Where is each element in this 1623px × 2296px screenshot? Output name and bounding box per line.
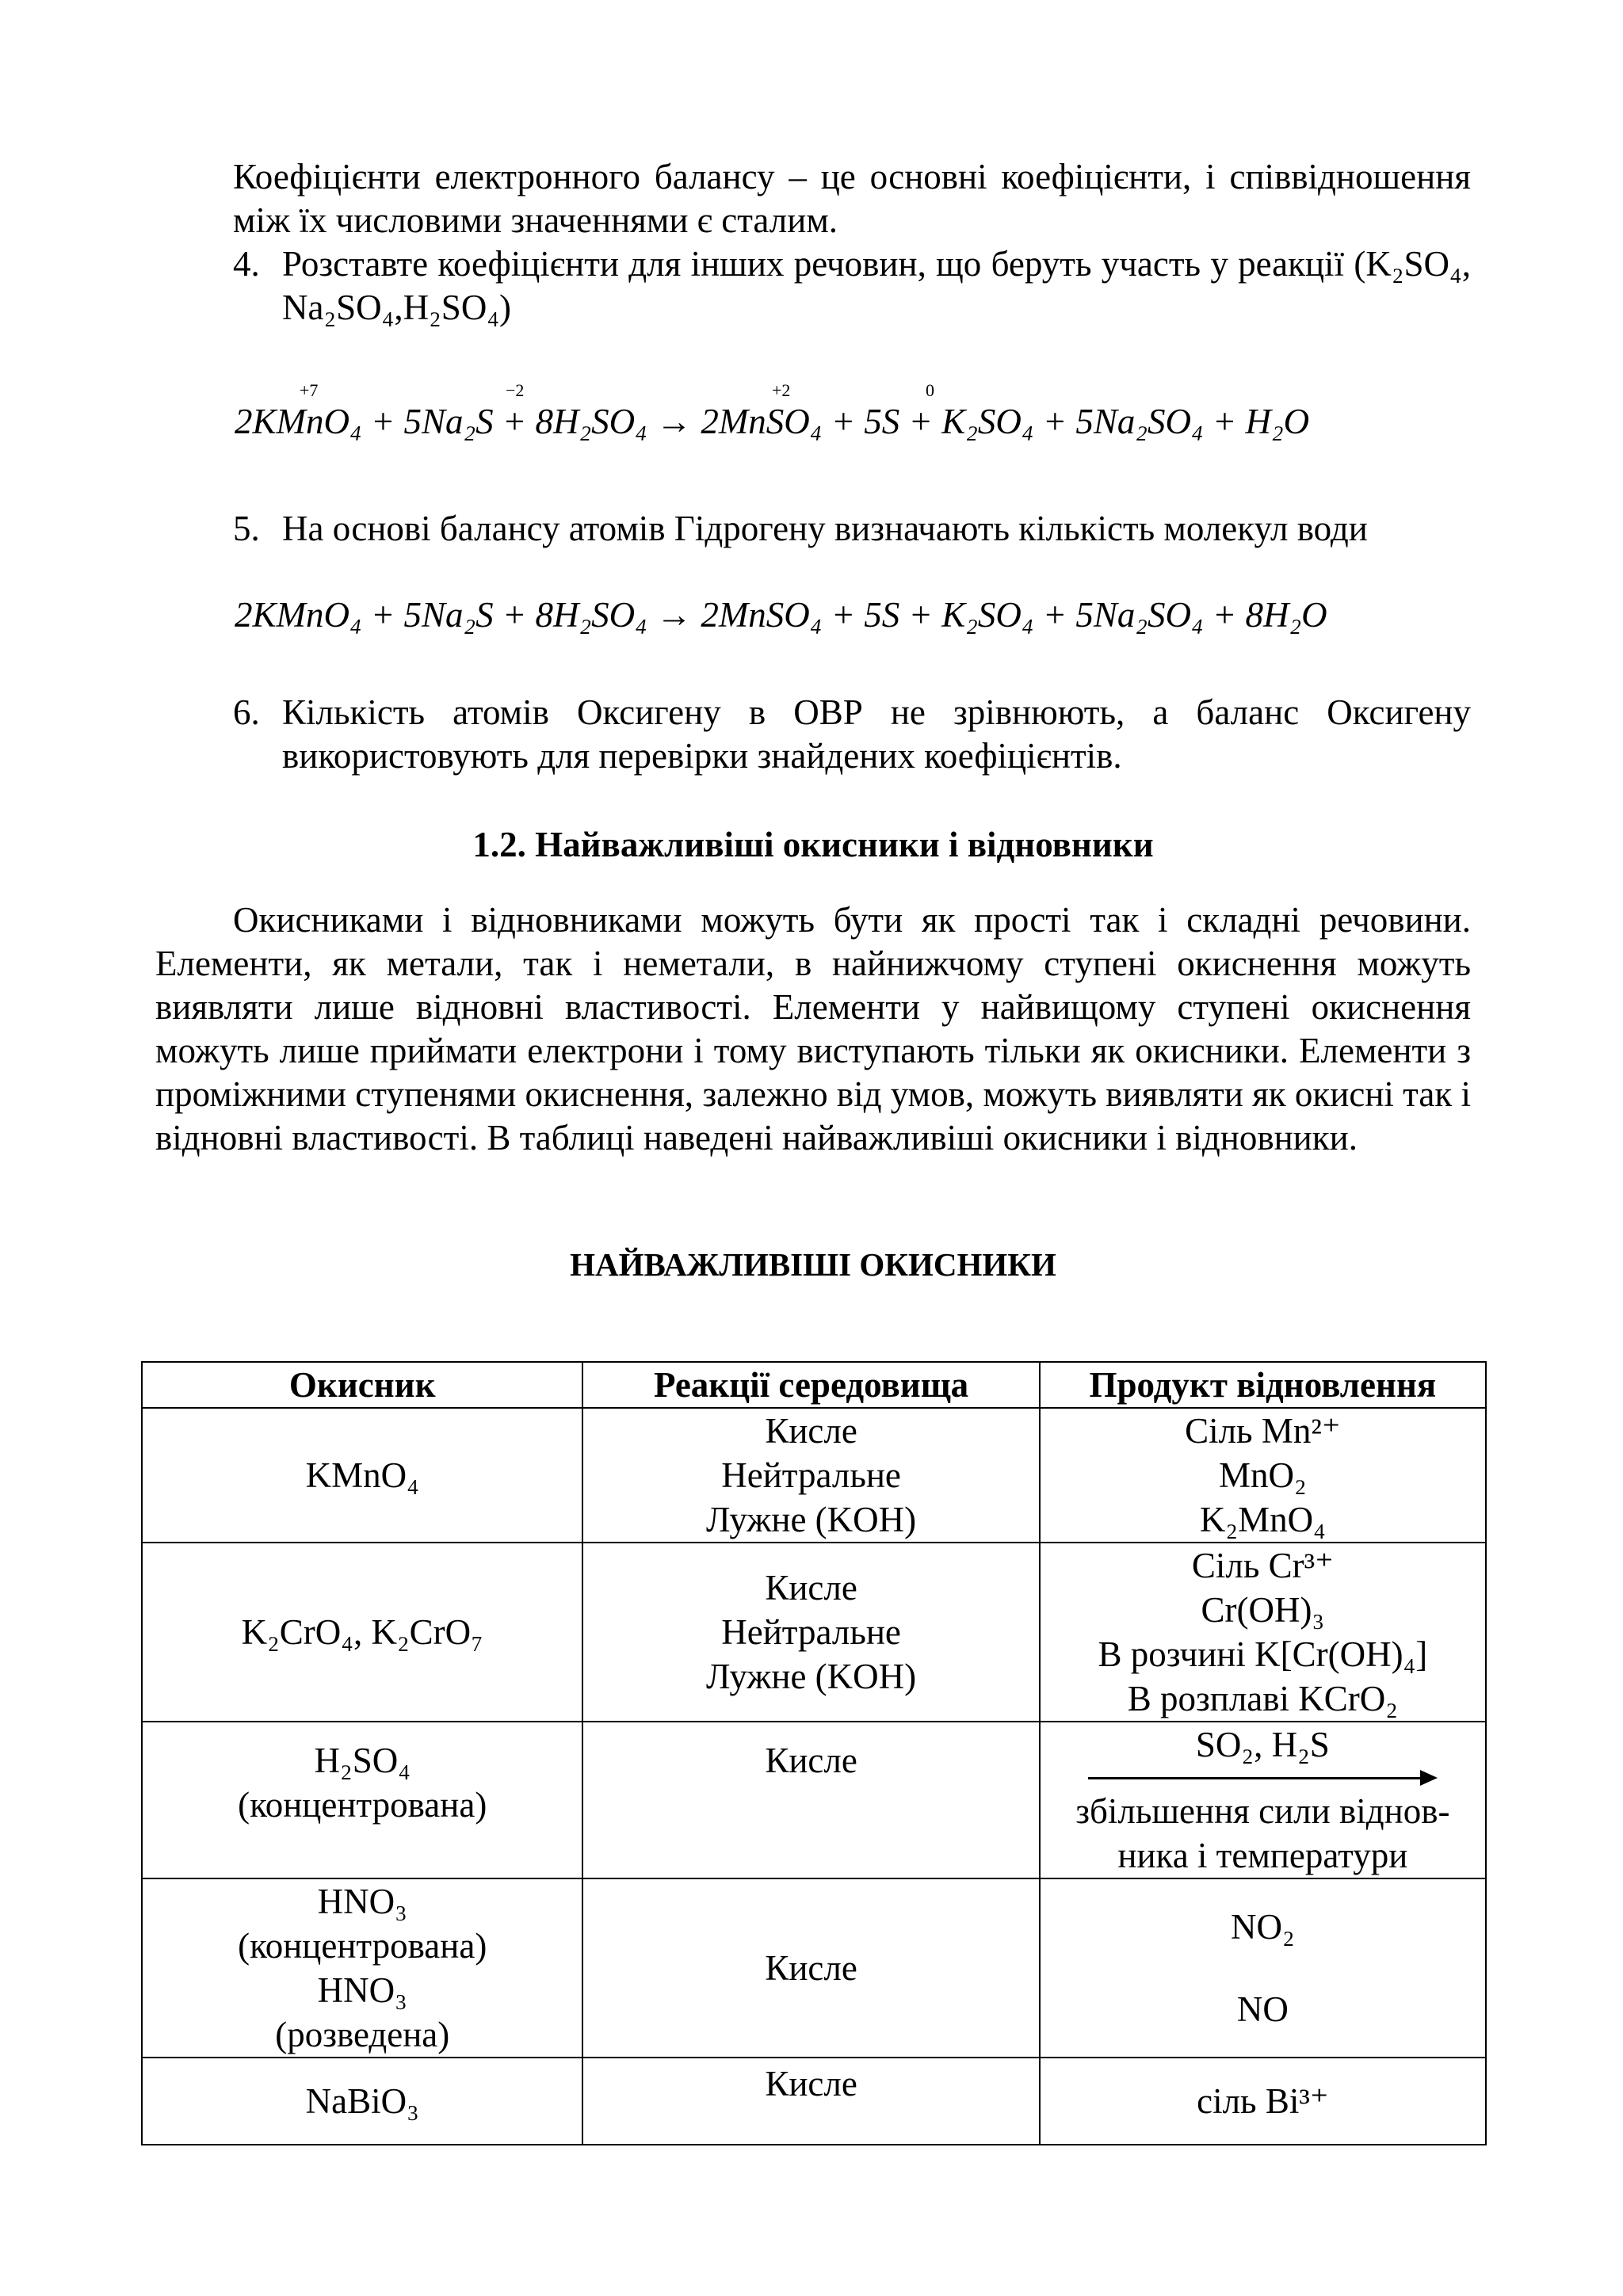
header-oxidant: Окисник (142, 1362, 582, 1408)
oxidation-state: −2 (506, 380, 525, 400)
table-row (142, 1408, 1486, 1543)
cell-oxidant: HNO₃ (концентрована) HNO₃ (розведена) (142, 1878, 582, 2058)
cell-product: NO₂ NO (1040, 1878, 1486, 2058)
intro-paragraph: Коефіцієнти електронного балансу – це основні коефіцієнти, і співвідношення між їх числовими значеннями є сталим. (233, 157, 1471, 240)
cell-product: SO₂, H₂S збільшення сили віднов- ника і температури (1040, 1722, 1486, 1878)
oxidation-state: +2 (772, 380, 791, 400)
table-header-row (142, 1362, 1486, 1408)
cell-product: Сіль Cr³⁺ Cr(OH)₃ В розчині K[Cr(OH)₄] В розплаві KCrO₂ (1040, 1543, 1486, 1722)
cell-oxidant: KMnO₄ (142, 1408, 582, 1543)
list-text: Розставте коефіцієнти для інших речовин, що беруть участь у реакції (K₂SO₄, Na₂SO₄,H₂SO₄) (282, 244, 1471, 327)
table-row (142, 2058, 1486, 2145)
oxidation-state: +7 (300, 380, 319, 400)
cell-oxidant: NaBiO₃ (142, 2058, 582, 2145)
cell-medium: Кисле Нейтральне Лужне (KOH) (582, 1543, 1039, 1722)
header-medium: Реакції середовища (582, 1362, 1039, 1408)
cell-product: Сіль Mn²⁺ MnO₂ K₂MnO₄ (1040, 1408, 1486, 1543)
table-title: НАЙВАЖЛИВІШІ ОКИСНИКИ (570, 1246, 1056, 1283)
cell-oxidant: K₂CrO₄, K₂CrO₇ (142, 1543, 582, 1722)
table-row (142, 1878, 1486, 2058)
equation-text: 2KMnO₄ + 5Na₂S + 8H₂SO₄ → 2MnSO₄ + 5S + K₂SO₄ + 5Na₂SO₄ + 8H₂O (235, 595, 1327, 635)
cell-medium: Кисле Нейтральне Лужне (KOH) (582, 1408, 1039, 1543)
cell-medium: Кисле (582, 1722, 1039, 1878)
table-row (142, 1722, 1486, 1878)
list-text: На основі балансу атомів Гідрогену визначають кількість молекул води (282, 509, 1368, 548)
list-number: 6. (233, 692, 260, 732)
list-text: Кількість атомів Оксигену в ОВР не зрівнюють, а баланс Оксигену використовують для перевірки знайдених коефіцієнтів. (282, 692, 1471, 776)
cell-medium: Кисле (582, 2058, 1039, 2145)
header-product: Продукт відновлення (1040, 1362, 1486, 1408)
list-item-6 (233, 691, 1471, 778)
list-number: 5. (233, 509, 260, 548)
section-paragraph: Окисниками і відновниками можуть бути як прості так і складні речовини. Елементи, як метали, так і неметали, в найнижчому ступені окиснення можуть виявляти лише відновні властивості. Елементи у найвищому ступені окиснення можуть лише приймати електрони і тому виступають тільки як окисники. Елементи з проміжними ступенями окиснення, залежно від умов, можуть виявляти як окисні так і відновні властивості. В таблиці наведені найважливіші окисники і відновники. (155, 900, 1471, 1158)
section-heading: 1.2. Найважливіші окисники і відновники (472, 825, 1154, 864)
equation-text: 2KMnO₄ + 5Na₂S + 8H₂SO₄ → 2MnSO₄ + 5S + K₂SO₄ + 5Na₂SO₄ + H₂O (235, 402, 1310, 441)
list-number: 4. (233, 244, 260, 284)
list-item-4 (233, 242, 1471, 330)
list-item-5 (233, 507, 1471, 551)
oxidants-table (141, 1361, 1487, 2145)
cell-oxidant: H₂SO₄ (концентрована) (142, 1722, 582, 1878)
arrow-right-icon (1088, 1768, 1438, 1787)
oxidation-state: 0 (926, 380, 934, 400)
equation-1 (235, 380, 1310, 442)
equation-2 (235, 594, 1327, 635)
cell-medium: Кисле (582, 1878, 1039, 2058)
table-row (142, 1543, 1486, 1722)
cell-product: сіль Bi³⁺ (1040, 2058, 1486, 2145)
